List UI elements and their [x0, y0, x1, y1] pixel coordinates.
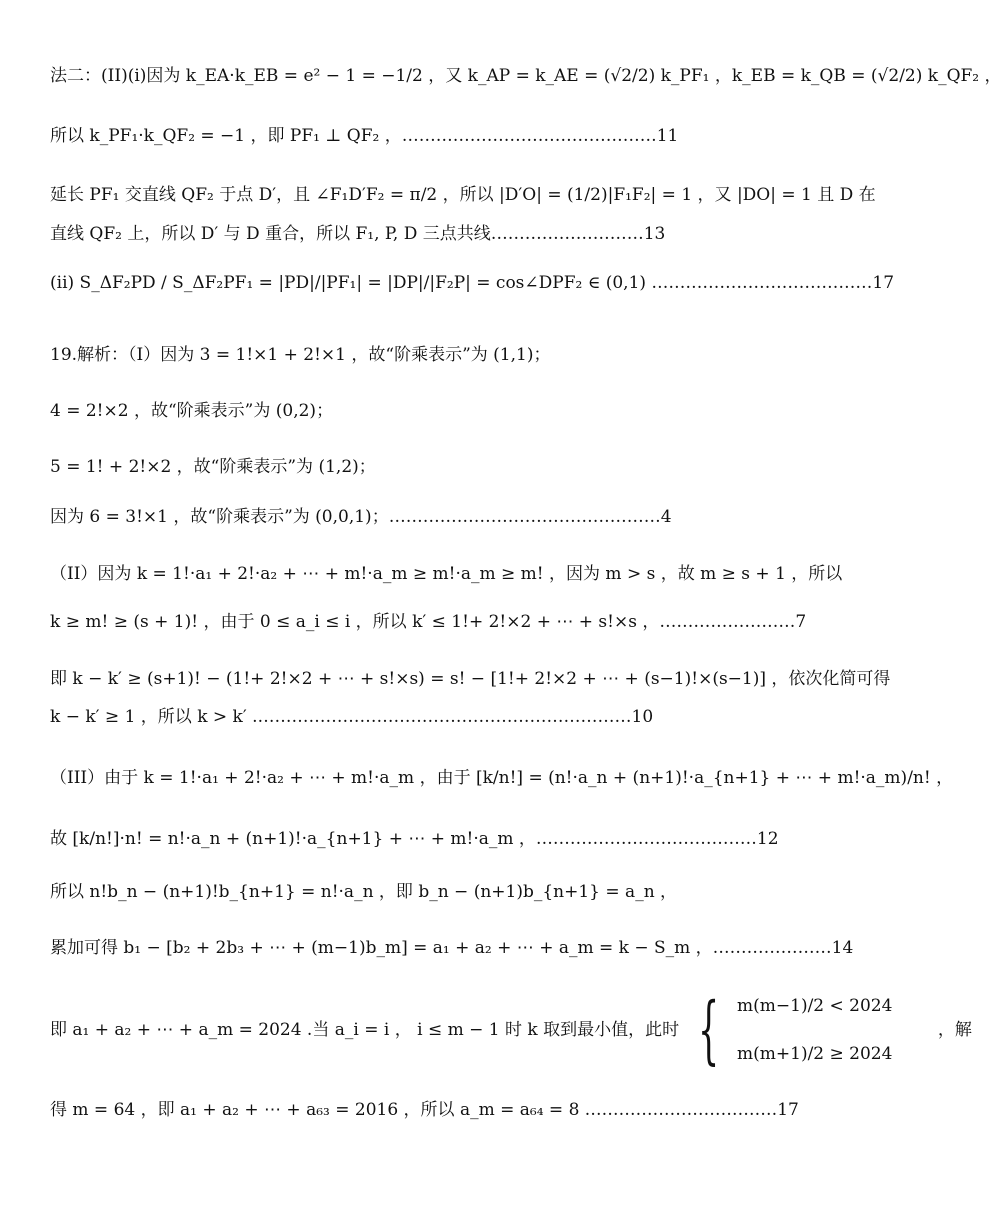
solution-line-perpendicular: 所以 k_PF₁·k_QF₂ = −1 ，即 PF₁ ⊥ QF₂ ，………………………………………11	[50, 126, 679, 146]
problem19-part2-line1: （II）因为 k = 1!·a₁ + 2!·a₂ + ⋯ + m!·a_m ≥ m!·a_m ≥ m! ，因为 m > s ，故 m ≥ s + 1 ，所以	[50, 564, 843, 584]
problem19-part3-line4: 累加可得 b₁ − [b₂ + 2b₃ + ⋯ + (m−1)b_m] = a₁ + a₂ + ⋯ + a_m = k − S_m ，…………………14	[50, 938, 854, 958]
problem19-part3-line3: 所以 n!b_n − (n+1)!b_{n+1} = n!·a_n ，即 b_n − (n+1)b_{n+1} = a_n ，	[50, 882, 678, 902]
system-brace: {	[697, 987, 719, 1073]
problem19-part2-line3: 即 k − k′ ≥ (s+1)! − (1!+ 2!×2 + ⋯ + s!×s) = s! − [1!+ 2!×2 + ⋯ + (s−1)!×(s−1)] ，依次化简可得	[50, 669, 891, 689]
solution-line-extend: 延长 PF₁ 交直线 QF₂ 于点 D′，且 ∠F₁D′F₂ = π/2 ，所以 |D′O| = (1/2)|F₁F₂| = 1 ，又 |DO| = 1 且 D 在	[50, 185, 876, 205]
solution-line-ratio: (ii) S_ΔF₂PD / S_ΔF₂PF₁ = |PD|/|PF₁| = |DP|/|F₂P| = cos∠DPF₂ ∈ (0,1) …………………………………17	[50, 273, 895, 293]
problem19-part3-line6: 得 m = 64 ，即 a₁ + a₂ + ⋯ + a₆₃ = 2016 ，所以 a_m = a₆₄ = 8 .……………………………17	[50, 1100, 799, 1120]
problem19-part1-line2: 4 = 2!×2 ，故“阶乘表示”为 (0,2)；	[50, 401, 334, 421]
problem19-part3-line1: （III）由于 k = 1!·a₁ + 2!·a₂ + ⋯ + m!·a_m ，由于 [k/n!] = (n!·a_n + (n+1)!·a_{n+1} + ⋯ + m!·a_m)/n! ，	[50, 768, 954, 788]
problem19-part3-line2: 故 [k/n!]·n! = n!·a_n + (n+1)!·a_{n+1} + ⋯ + m!·a_m ，…………………………………12	[50, 829, 779, 849]
solution-line-method2: 法二：(II)(i)因为 k_EA·k_EB = e² − 1 = −1/2 ，又 k_AP = k_AE = (√2/2) k_PF₁ ，k_EB = k_QB = (√2/2) k_QF₂ ，	[50, 66, 1002, 86]
min-condition-text: 即 a₁ + a₂ + ⋯ + a_m = 2024 .当 a_i = i ， i ≤ m − 1 时 k 取到最小值，此时	[50, 1020, 680, 1040]
problem19-part2-line2: k ≥ m! ≥ (s + 1)! ，由于 0 ≤ a_i ≤ i ，所以 k′ ≤ 1!+ 2!×2 + ⋯ + s!×s ，……………………7	[50, 612, 807, 632]
inequality-row-2: m(m+1)/2 ≥ 2024	[737, 1044, 893, 1064]
solution-line-collinear: 直线 QF₂ 上，所以 D′ 与 D 重合，所以 F₁, P, D 三点共线………………………13	[50, 224, 666, 244]
inequality-system	[737, 982, 892, 1078]
problem19-part1-line1: 19.解析：（I）因为 3 = 1!×1 + 2!×1 ，故“阶乘表示”为 (1,1)；	[50, 345, 551, 365]
problem19-part1-line3: 5 = 1! + 2!×2 ，故“阶乘表示”为 (1,2)；	[50, 457, 376, 477]
solve-text: ，解	[937, 1020, 972, 1040]
problem19-part2-line4: k − k′ ≥ 1 ，所以 k > k′ .…………………………………………………………10	[50, 707, 654, 727]
problem19-part1-line4: 因为 6 = 3!×1 ，故“阶乘表示”为 (0,0,1)；…………………………………………4	[50, 507, 672, 527]
inequality-row-1: m(m−1)/2 < 2024	[737, 996, 893, 1016]
problem19-part3-line5	[50, 982, 972, 1082]
